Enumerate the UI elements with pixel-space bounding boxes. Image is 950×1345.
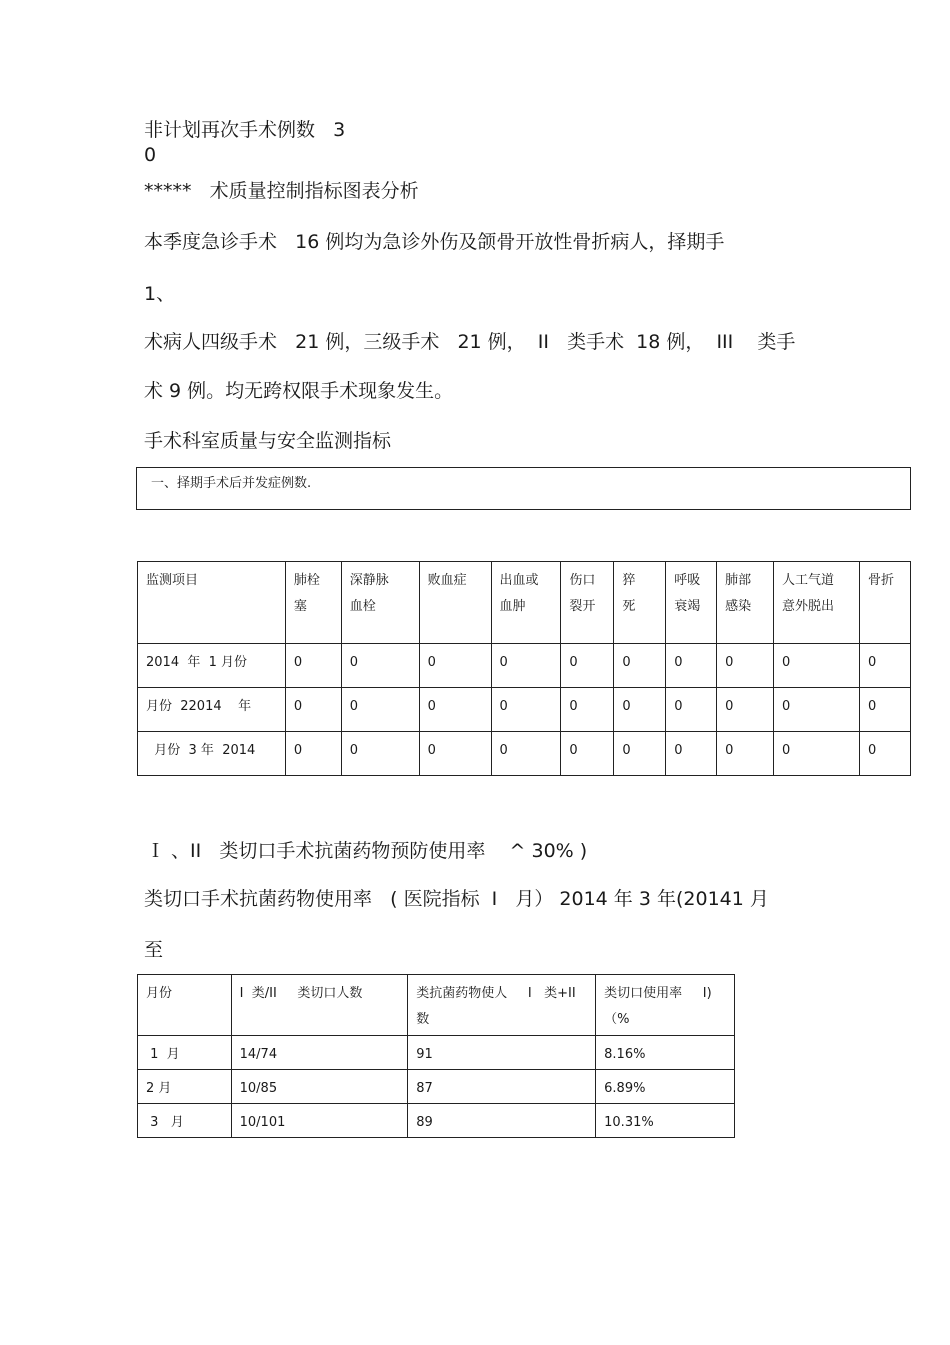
table-cell: 14/74 [231, 1036, 408, 1070]
text-line-unplanned-surgery: 非计划再次手术例数 3 [144, 119, 346, 141]
table-cell: 0 [491, 688, 561, 732]
antibiotic-usage-table [137, 974, 735, 1138]
table-cell: 0 [717, 644, 774, 688]
header-text: 伤口 [569, 573, 596, 588]
table-cell: 0 [491, 644, 561, 688]
complication-count-label: 一、择期手术后并发症例数. [151, 476, 312, 491]
table-row [138, 1036, 735, 1070]
complications-table-header-cell [666, 562, 717, 644]
table-cell: 0 [614, 644, 666, 688]
table-cell: 0 [666, 688, 717, 732]
header-text: （% [604, 1012, 630, 1027]
complications-table-header-cell [419, 562, 491, 644]
header-text: 出血或 [499, 573, 539, 588]
table-cell: 0 [614, 732, 666, 776]
complications-table-header-cell [138, 562, 286, 644]
header-text: 类抗菌药物使人 I 类+II [416, 986, 576, 1001]
table-cell: 87 [408, 1070, 596, 1104]
text-line-item-one: 1、 [144, 283, 176, 305]
table-cell: 0 [614, 688, 666, 732]
antibiotic-table-header-row [138, 975, 735, 1036]
table-cell: 0 [561, 688, 614, 732]
header-text: 肺部 [725, 573, 752, 588]
text-line-emergency-surgery: 本季度急诊手术 16 例均为急诊外伤及颌骨开放性骨折病人，择期手 [144, 231, 725, 253]
header-text: 血栓 [349, 599, 376, 614]
table-cell: 1 月 [138, 1036, 232, 1070]
table-cell: 0 [419, 644, 491, 688]
header-text: 塞 [293, 599, 307, 614]
complications-table-header-cell [561, 562, 614, 644]
header-text: 深静脉 [349, 573, 389, 588]
header-text: 月份 [146, 986, 173, 1001]
table-cell: 0 [717, 732, 774, 776]
header-text: 人工气道 [782, 573, 835, 588]
section-heading-quality-analysis: ***** 术质量控制指标图表分析 [144, 180, 419, 202]
table-cell: 0 [419, 688, 491, 732]
header-text: 感染 [725, 599, 752, 614]
complications-table-header-row [138, 562, 911, 644]
table-row [138, 1104, 735, 1138]
table-cell: 0 [859, 732, 910, 776]
table-cell: 0 [285, 688, 341, 732]
complications-table-header-cell [717, 562, 774, 644]
complications-table-header-cell [774, 562, 860, 644]
complications-table-header-cell [859, 562, 910, 644]
table-cell: 0 [419, 732, 491, 776]
header-text: 意外脱出 [782, 599, 835, 614]
header-text: 监测项目 [146, 573, 199, 588]
table-cell: 月份 22014 年 [138, 688, 286, 732]
table-cell: 0 [859, 688, 910, 732]
complications-table [137, 561, 911, 776]
table-row [138, 644, 911, 688]
table-row [138, 1070, 735, 1104]
section-heading-safety-indicators: 手术科室质量与安全监测指标 [144, 430, 392, 452]
table-cell: 3 月 [138, 1104, 232, 1138]
table-cell: 0 [341, 644, 419, 688]
header-text: 衰竭 [674, 599, 701, 614]
table-cell: 0 [666, 732, 717, 776]
section-heading-antibiotic-rate: Ｉ 、II 类切口手术抗菌药物预防使用率 ^ 30% ) [146, 840, 588, 862]
antibiotic-table-header-cell [231, 975, 408, 1036]
header-text: I 类/II 类切口人数 [239, 986, 363, 1001]
header-text: 类切口使用率 I) [604, 986, 712, 1001]
antibiotic-table-header-cell [596, 975, 735, 1036]
complications-table-header-cell [285, 562, 341, 644]
table-cell: 2 月 [138, 1070, 232, 1104]
table-cell: 0 [561, 644, 614, 688]
table-cell: 0 [285, 732, 341, 776]
header-text: 呼吸 [674, 573, 701, 588]
header-text: 肺栓 [293, 573, 320, 588]
table-row [138, 688, 911, 732]
table-cell: 0 [774, 688, 860, 732]
antibiotic-table-header-cell [408, 975, 596, 1036]
table-cell: 0 [341, 732, 419, 776]
table-cell: 0 [774, 644, 860, 688]
complication-count-box [136, 467, 911, 510]
table-cell: 月份 3 年 2014 [138, 732, 286, 776]
header-text: 猝 [622, 573, 636, 588]
header-text: 死 [622, 599, 636, 614]
table-cell: 0 [341, 688, 419, 732]
table-cell: 0 [859, 644, 910, 688]
table-cell: 0 [561, 732, 614, 776]
table-cell: 10/85 [231, 1070, 408, 1104]
header-text: 血肿 [499, 599, 526, 614]
text-line-zero: 0 [144, 144, 157, 166]
table-cell: 10.31% [596, 1104, 735, 1138]
text-line-no-violation: 术 9 例。均无跨权限手术现象发生。 [144, 380, 454, 402]
table-cell: 0 [285, 644, 341, 688]
table-cell: 6.89% [596, 1070, 735, 1104]
table-row [138, 732, 911, 776]
table-cell: 0 [491, 732, 561, 776]
complications-table-header-cell [614, 562, 666, 644]
antibiotic-table-header-cell [138, 975, 232, 1036]
header-text: 裂开 [569, 599, 596, 614]
text-line-surgery-grades: 术病人四级手术 21 例，三级手术 21 例， II 类手术 18 例， III 类手 [144, 331, 796, 353]
text-line-antibiotic-usage: 类切口手术抗菌药物使用率 ( 医院指标 I 月） 2014 年 3 年(20141 月 [144, 888, 769, 910]
table-cell: 0 [774, 732, 860, 776]
table-cell: 10/101 [231, 1104, 408, 1138]
table-cell: 8.16% [596, 1036, 735, 1070]
complications-table-header-cell [491, 562, 561, 644]
table-cell: 89 [408, 1104, 596, 1138]
header-text: 骨折 [867, 573, 894, 588]
table-cell: 0 [666, 644, 717, 688]
table-cell: 91 [408, 1036, 596, 1070]
header-text: 败血症 [427, 573, 467, 588]
text-line-to: 至 [144, 939, 164, 961]
table-cell: 2014 年 1 月份 [138, 644, 286, 688]
header-text: 数 [416, 1012, 430, 1027]
table-cell: 0 [717, 688, 774, 732]
complications-table-header-cell [341, 562, 419, 644]
